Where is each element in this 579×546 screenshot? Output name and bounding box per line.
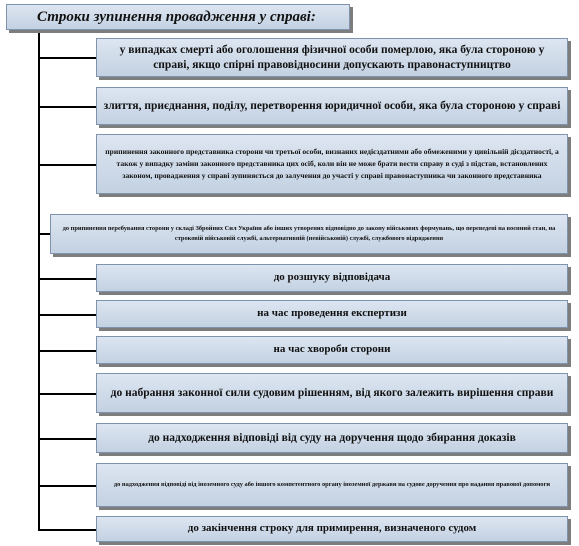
connector-branch-7 [38,350,96,352]
connector-branch-9 [38,438,96,440]
connector-branch-6 [38,314,96,316]
connector-branch-5 [38,278,96,280]
connector-branch-3 [38,164,96,166]
ground-death-of-party: у випадках смерті або оголошення фізичної особи померлою, яка була стороною у справі, якщо спірні правовідносини допускають правонаступництво [96,38,568,77]
ground-pending-court-decision: до набрання законної сили судовим рішенням, від якого залежить вирішення справи [96,373,568,413]
connector-branch-1 [38,57,96,59]
connector-branch-8 [38,393,96,395]
ground-military-service: до припинення перебування сторони у складі Збройних Сил України або інших утворених відповідно до закону військових формувань, що переведені на воєнний стан, на строковій військовій службі, альтернативній (невійськовій) службі, службового відрядження [50,214,568,254]
ground-legal-representative-termination: припинення законного представника сторони чи третьої особи, визнаних недієздатними або обмеженими у цивільній дієздатності, а також у випадку заміни законного представника цих осіб, коли він не може брати вести справу в суді з підстав, встановлених законом, провадження у справі зупиняється до залучення до участі у справі правонаступника чи законного представника [96,134,568,194]
connector-branch-11 [38,529,96,531]
ground-reconciliation-period: до закінчення строку для примирення, визначеного судом [96,516,568,542]
ground-search-for-defendant: до розшуку відповідача [96,264,568,292]
ground-expert-examination: на час проведення експертизи [96,300,568,328]
ground-legal-entity-reorganization: злиття, приєднання, поділу, перетворення юридичної особи, яка була стороною у справі [96,87,568,125]
connector-trunk [38,30,40,530]
connector-branch-10 [38,485,96,487]
ground-foreign-court-response: до надходження відповіді від іноземного суду або іншого компетентного органу іноземної держави на судове доручення про надання правової допомоги [96,463,568,507]
ground-evidence-request-response: до надходження відповіді від суду на доручення щодо збирання доказів [96,423,568,453]
connector-branch-4 [38,233,50,235]
connector-branch-2 [38,106,96,108]
ground-party-illness: на час хвороби сторони [96,336,568,364]
diagram-title: Строки зупинення провадження у справі: [6,4,350,30]
